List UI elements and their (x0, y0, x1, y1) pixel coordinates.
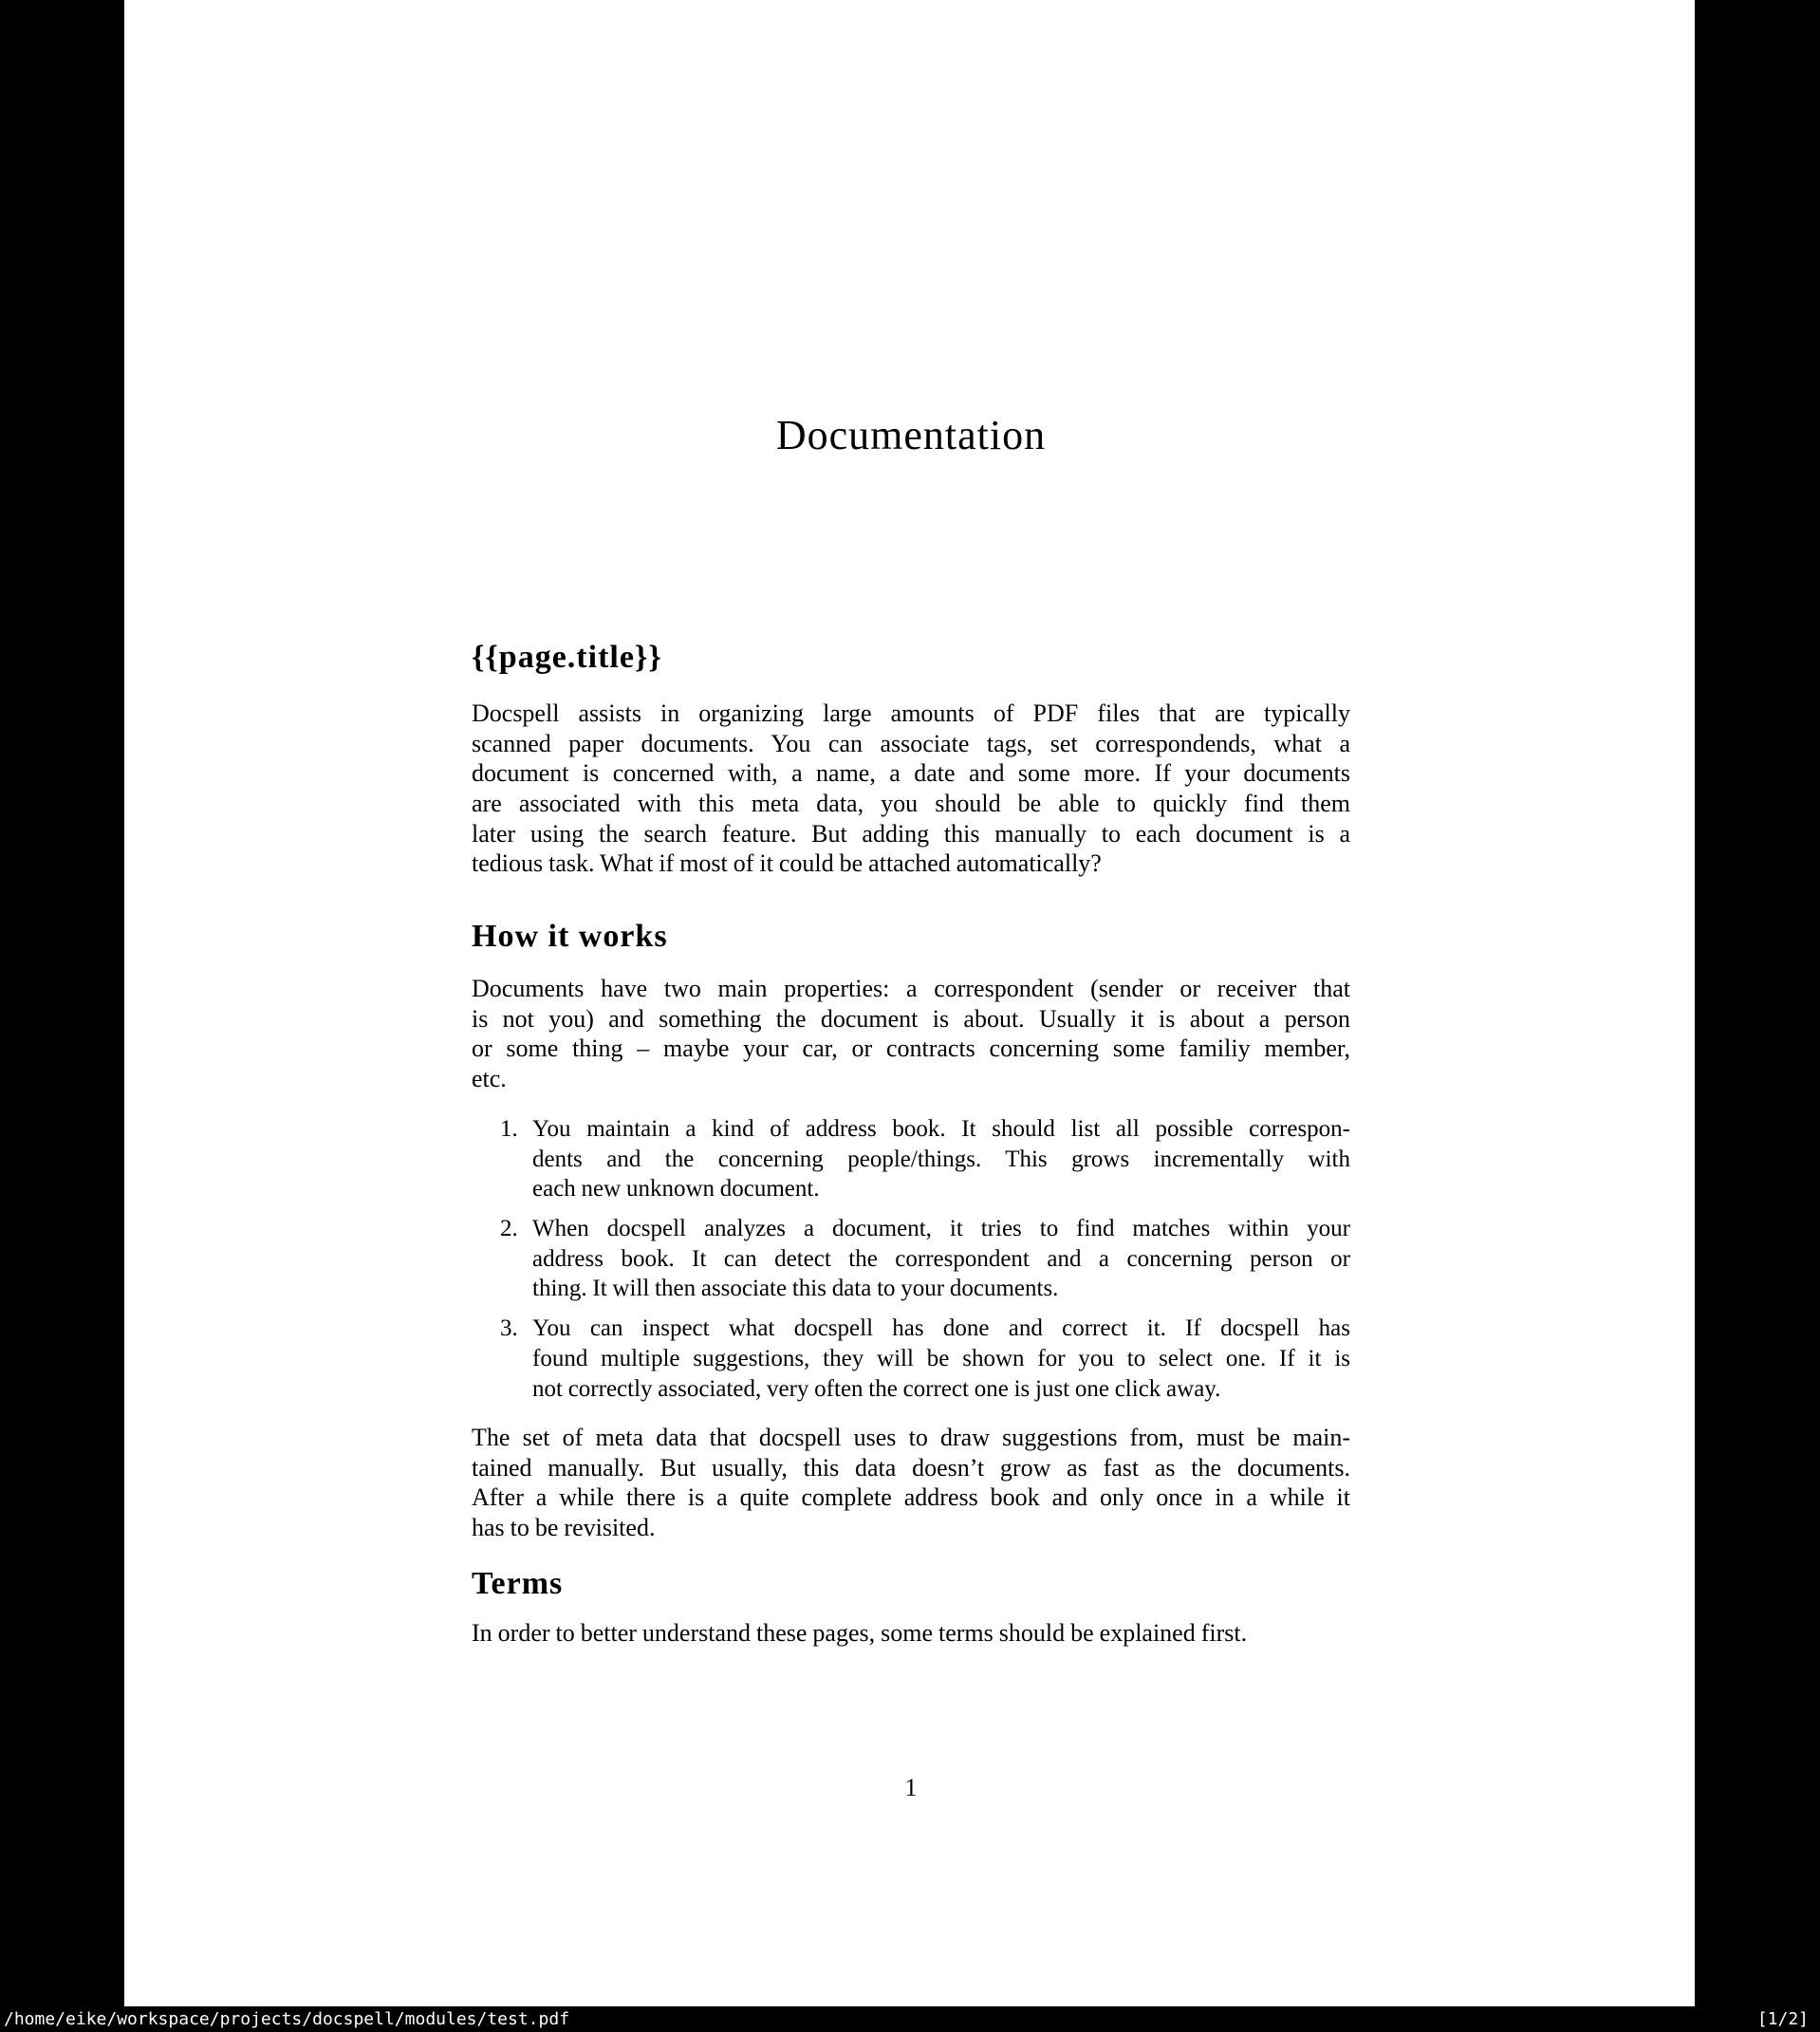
list-item-line: each new unknown document. (532, 1176, 820, 1202)
list-item (472, 1114, 1350, 1204)
list-item-line: address book. It can detect the correspondent and a concerning person or (532, 1245, 1350, 1272)
paragraph-line: The set of meta data that docspell uses to draw suggestions from, must be main- (472, 1424, 1350, 1451)
paragraph-line: Documents have two main properties: a correspondent (sender or receiver that (472, 975, 1350, 1002)
list-item-line: dents and the concerning people/things. This grows incrementally with (532, 1146, 1350, 1172)
paragraph-line: In order to better understand these pages, some terms should be explained first. (472, 1619, 1248, 1647)
list-item-line: thing. It will then associate this data to your documents. (532, 1276, 1059, 1302)
statusbar (0, 2006, 1820, 2032)
list-item (472, 1314, 1350, 1404)
paragraph-line: scanned paper documents. You can associate tags, set correspondends, what a (472, 729, 1350, 757)
list-item (472, 1214, 1350, 1304)
meta-data-paragraph (472, 1423, 1350, 1543)
paragraph-line: has to be revisited. (472, 1514, 656, 1542)
section-heading-terms: Terms (472, 1566, 564, 1601)
list-item-number: 1. (500, 1116, 518, 1142)
pdf-page[interactable] (124, 0, 1695, 2006)
list-item-line: You can inspect what docspell has done and correct it. If docspell has (532, 1315, 1350, 1342)
document-title: Documentation (775, 412, 1047, 458)
section-heading-page-title: {{page.title}} (472, 640, 662, 675)
terms-paragraph (472, 1618, 1350, 1649)
paragraph-line: is not you) and something the document is about. Usually it is about a person (472, 1004, 1350, 1033)
list-item-number: 3. (500, 1315, 518, 1342)
paragraph-line: tedious task. What if most of it could be attached automatically? (472, 849, 1102, 878)
how-it-works-paragraph (472, 974, 1350, 1094)
paragraph-line: are associated with this meta data, you should be able to quickly find them (472, 790, 1350, 818)
statusbar-file-path: /home/eike/workspace/projects/docspell/modules/test.pdf (4, 2009, 570, 2029)
intro-paragraph (472, 699, 1350, 879)
page-number: 1 (904, 1774, 918, 1801)
paragraph-line: later using the search feature. But adding this manually to each document is a (472, 819, 1350, 848)
list-item-line: found multiple suggestions, they will be shown for you to select one. If it is (532, 1345, 1350, 1371)
section-heading-how-it-works: How it works (472, 919, 668, 954)
numbered-list (472, 1114, 1350, 1413)
list-item-number: 2. (500, 1216, 518, 1242)
list-item-line: You maintain a kind of address book. It should list all possible correspon- (532, 1116, 1350, 1142)
paragraph-line: tained manually. But usually, this data doesn’t grow as fast as the documents. (472, 1453, 1350, 1482)
list-item-line: When docspell analyzes a document, it tries to find matches within your (532, 1216, 1350, 1242)
paragraph-line: etc. (472, 1065, 507, 1093)
paragraph-line: document is concerned with, a name, a date and some more. If your documents (472, 759, 1350, 788)
paragraph-line: After a while there is a quite complete address book and only once in a while it (472, 1483, 1350, 1512)
paragraph-line: Docspell assists in organizing large amounts of PDF files that are typically (472, 699, 1350, 727)
statusbar-page-indicator: [1/2] (1756, 2009, 1809, 2029)
paragraph-line: or some thing – maybe your car, or contracts concerning some familiy member, (472, 1035, 1350, 1063)
list-item-line: not correctly associated, very often the correct one is just one click away. (532, 1375, 1221, 1402)
